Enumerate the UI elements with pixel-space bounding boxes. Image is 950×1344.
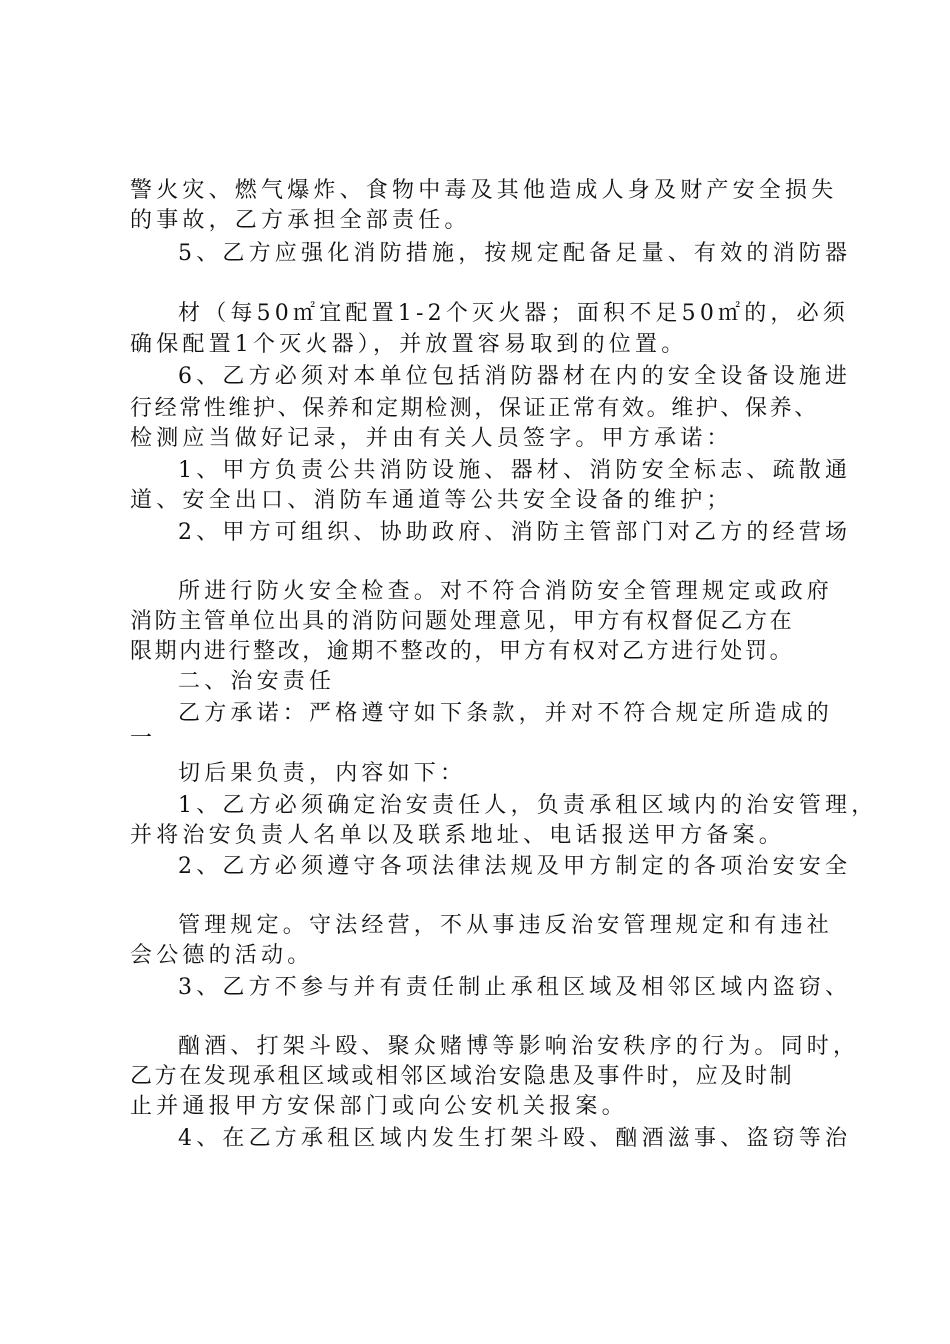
text-line: 乙方承诺：严格遵守如下条款，并对不符合规定所造成的: [178, 701, 834, 726]
text-line: 道、安全出口、消防车通道等公共安全设备的维护；: [130, 488, 733, 513]
text-line: 一: [130, 726, 157, 751]
text-line: 乙方在发现承租区域或相邻区域治安隐患及事件时，应及时制: [130, 1064, 795, 1089]
text-line: 1、甲方负责公共消防设施、器材、消防安全标志、疏散通: [178, 458, 852, 483]
text-line: 2、乙方必须遵守各项法律法规及甲方制定的各项治安安全: [178, 854, 852, 879]
text-line: 酗酒、打架斗殴、聚众赌博等影响治安秩序的行为。同时，: [178, 1034, 860, 1059]
section-heading: 二、治安责任: [178, 669, 336, 694]
text-line: 6、乙方必须对本单位包括消防器材在内的安全设备设施进: [178, 364, 852, 389]
text-line: 管理规定。守法经营，不从事违反治安管理规定和有违社: [178, 913, 834, 938]
text-line: 消防主管单位出具的消防问题处理意见，甲方有权督促乙方在: [130, 609, 795, 634]
text-line: 切后果负责，内容如下：: [178, 761, 467, 786]
text-line: 所进行防火安全检查。对不符合消防安全管理规定或政府: [178, 579, 834, 604]
text-line: 会公德的活动。: [130, 943, 314, 968]
text-line: 确保配置1个灭火器），并放置容易取到的位置。: [130, 332, 688, 357]
text-line: 材（每50㎡宜配置1-2个灭火器；面积不足50㎡的，必须: [178, 301, 850, 326]
text-line: 5、乙方应强化消防措施，按规定配备足量、有效的消防器: [178, 241, 852, 266]
text-line: 4、在乙方承租区域内发生打架斗殴、酗酒滋事、盗窃等治: [178, 1126, 852, 1151]
text-line: 2、甲方可组织、协助政府、消防主管部门对乙方的经营场: [178, 520, 852, 545]
text-line: 警火灾、燃气爆炸、食物中毒及其他造成人身及财产安全损失: [130, 178, 838, 203]
text-line: 检测应当做好记录，并由有关人员签字。甲方承诺：: [130, 426, 733, 451]
text-line: 止并通报甲方安保部门或向公安机关报案。: [130, 1094, 628, 1119]
text-line: 的事故，乙方承担全部责任。: [130, 208, 471, 233]
text-line: 行经常性维护、保养和定期检测，保证正常有效。维护、保养、: [130, 396, 819, 421]
text-line: 3、乙方不参与并有责任制止承租区域及相邻区域内盗窃、: [178, 975, 852, 1000]
text-line: 1、乙方必须确定治安责任人，负责承租区域内的治安管理，: [178, 793, 878, 818]
text-line: 限期内进行整改，逾期不整改的，甲方有权对乙方进行处罚。: [130, 639, 795, 664]
text-line: 并将治安负责人名单以及联系地址、电话报送甲方备案。: [130, 823, 786, 848]
